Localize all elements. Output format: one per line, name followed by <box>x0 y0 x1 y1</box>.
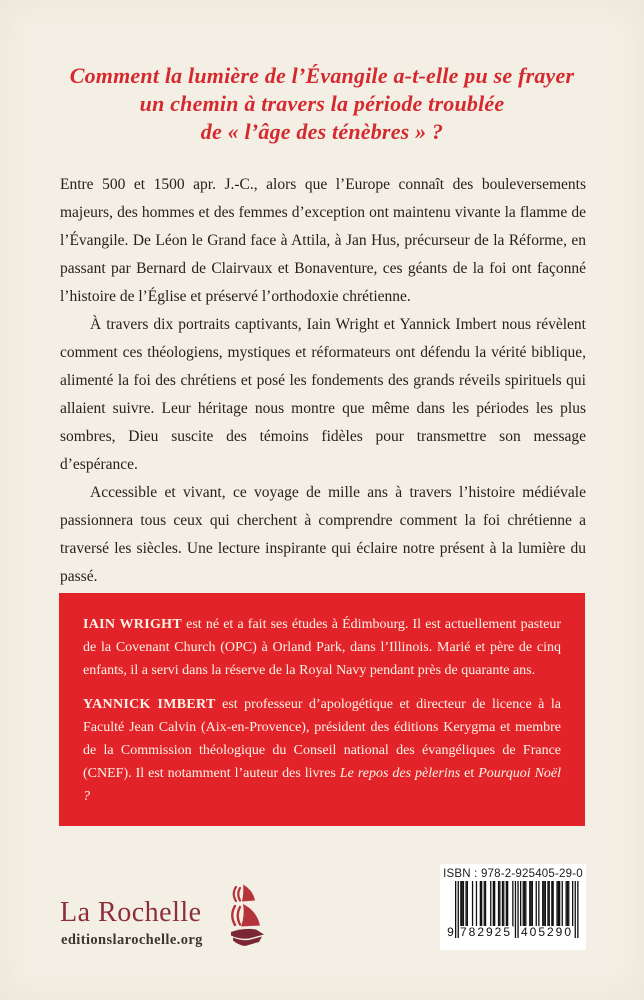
ean-digit-group: 405290 <box>520 925 574 939</box>
book-title-italic: Le repos des pèlerins <box>339 766 461 781</box>
bio-yannick-imbert <box>83 693 561 808</box>
author-name-iain-wright: IAIN WRIGHT <box>83 617 182 632</box>
headline-line-3: de « l’âge des ténèbres » ? <box>200 119 444 144</box>
synopsis <box>60 171 586 591</box>
author-bio-box <box>59 593 585 826</box>
isbn-label: ISBN : 978-2-925405-29-0 <box>443 868 583 880</box>
ean-digit-group: 782925 <box>459 925 513 939</box>
ean-digit-group: 9 <box>447 925 454 939</box>
bio-text: est né et a fait ses études à Édimbourg. Il est actuellement pasteur de la Covenant Church (OPC) à Orland Park, dans l’Illinois. Marié et père de cinq enfants, il a servi dans la réserve de la Royal Navy pendant près de quarante ans. <box>83 617 562 678</box>
barcode-box <box>440 864 586 950</box>
ship-logo-icon <box>228 884 268 953</box>
synopsis-paragraph-1: Entre 500 et 1500 apr. J.-C., alors que l’Europe connaît des bouleversements majeurs, des hommes et des femmes d’exception ont maintenu vivante la flamme de l’Évangile. De Léon le Grand face à Attila, à Jan Hus, précurseur de la Réforme, en passant par Bernard de Clairvaux et Bonaventure, ces géants de la foi ont façonné l’histoire de l’Église et préservé l’orthodoxie chrétienne. <box>60 176 586 305</box>
publisher-website: editionslarochelle.org <box>61 932 203 948</box>
synopsis-paragraph-2: À travers dix portraits captivants, Iain Wright et Yannick Imbert nous révèlent comment ces théologiens, mystiques et réformateurs ont défendu la vérité biblique, alimenté la foi des chrétiens et posé les fondements des grands réveils spirituels qui allaient suivre. Leur héritage nous montre que même dans les périodes les plus sombres, Dieu suscite des témoins fidèles pour transmettre son message d’espérance. <box>60 316 586 473</box>
book-title-italic: Pourquoi Noël ? <box>83 766 562 804</box>
headline-line-2: un chemin à travers la période troublée <box>139 91 505 116</box>
bio-iain-wright <box>83 613 561 682</box>
headline-line-1: Comment la lumière de l’Évangile a-t-elle pu se frayer <box>69 63 575 88</box>
bio-text: et <box>460 766 479 781</box>
headline <box>0 62 644 146</box>
author-name-yannick-imbert: YANNICK IMBERT <box>83 697 216 712</box>
ean13-barcode <box>447 881 579 939</box>
publisher-wordmark: La Rochelle <box>60 897 202 928</box>
synopsis-paragraph-3: Accessible et vivant, ce voyage de mille ans à travers l’histoire médiévale passionnera tous ceux qui cherchent à comprendre comment la foi chrétienne a traversé les siècles. Une lecture inspirante qui éclaire notre présent à la lumière du passé. <box>60 484 586 585</box>
bio-text: est professeur d’apologétique et directeur de licence à la Faculté Jean Calvin (Aix-en-Provence), président des éditions Kerygma et membre de la Commission théologique du Conseil national des évangéliques de France (CNEF). Il est notamment l’auteur des livres <box>83 697 561 781</box>
